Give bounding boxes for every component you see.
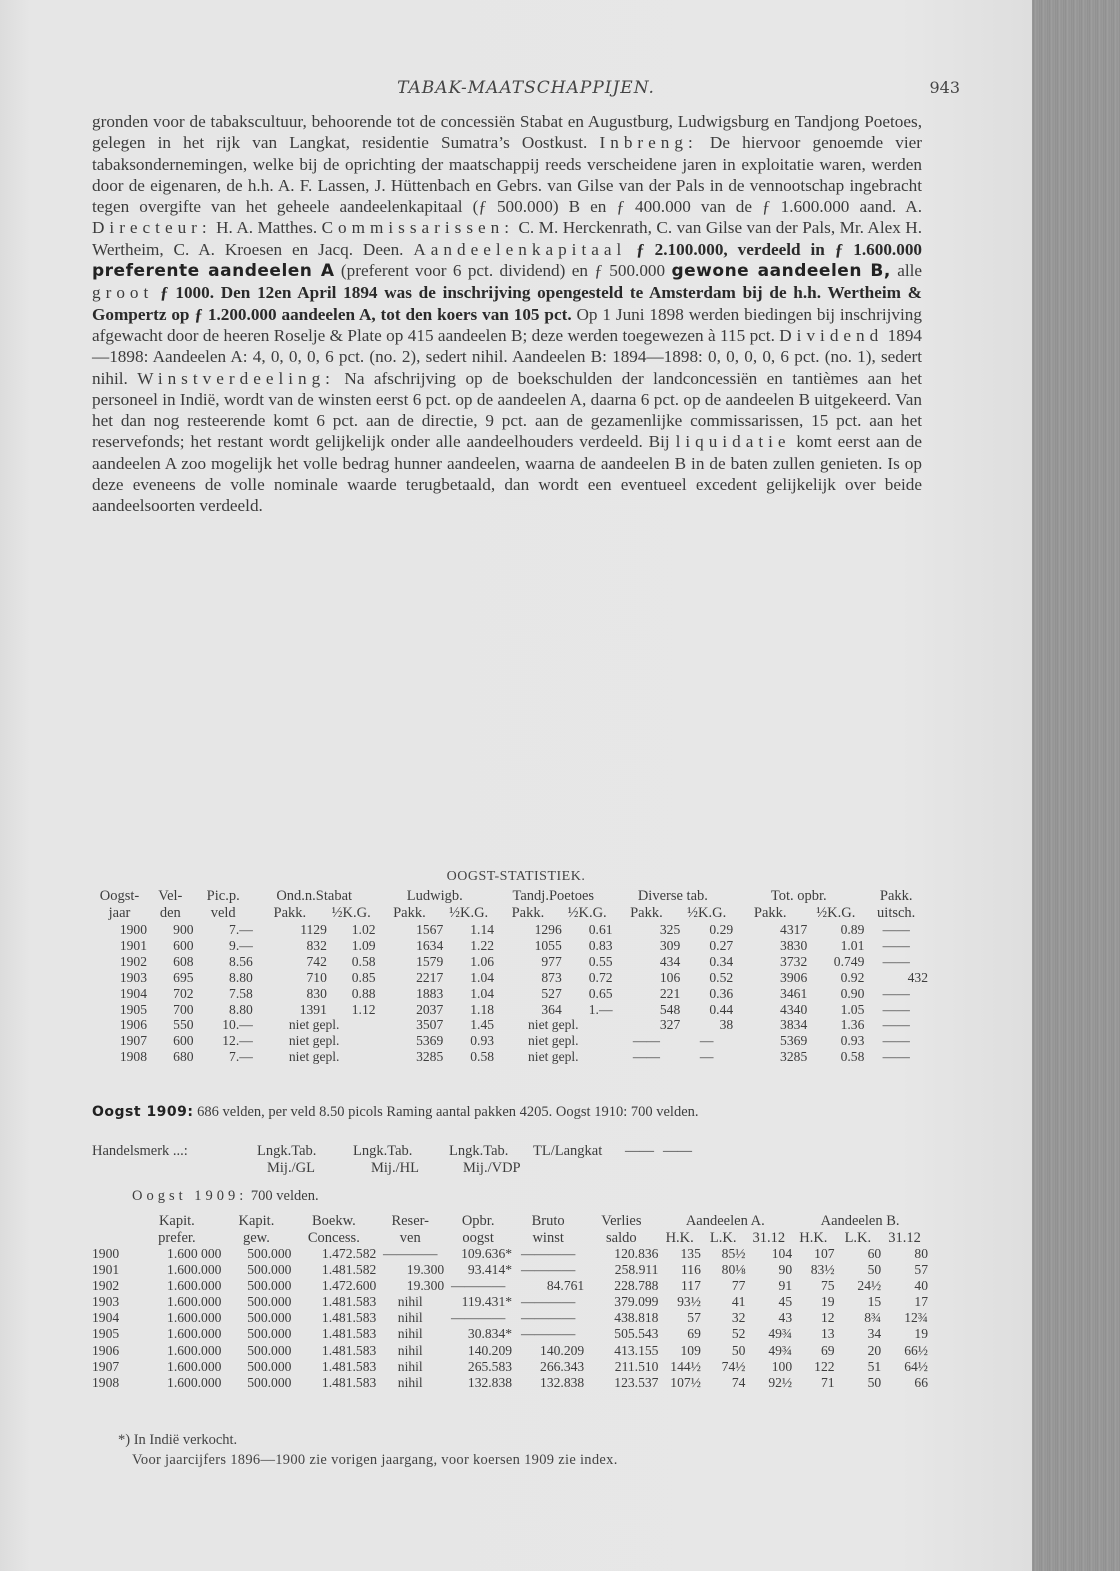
table-row: 1908 1.600.000 500.000 1.481.583 nihil 132.838 132.838 123.537 107½ 74 92½ 71 50 66: [92, 1374, 928, 1390]
footnote: *) In Indië verkocht.: [118, 1432, 238, 1448]
preferente-aandeelen-label: preferente aandeelen A: [92, 261, 335, 282]
table-row: 1906 1.600.000 500.000 1.481.583 nihil 140.209 140.209 413.155 109 50 49¾ 69 20 66½: [92, 1342, 928, 1358]
financial-table-body: [92, 1246, 928, 1391]
table-row: 1902 608 8.56 742 0.58 1579 1.06 977 0.55 434 0.34 3732 0.749 ——: [119, 953, 910, 969]
commissarissen-label: Commissarissen:: [321, 218, 515, 238]
winstverdeeling-label: Winstverdeeling:: [137, 368, 335, 388]
table-row: 1904 1.600.000 500.000 1.481.583 nihil ———— ———— 438.818 57 32 43 12 8¾ 12¾: [92, 1310, 928, 1326]
table-header-row: Kapit. Kapit. Boekw. Reser- Opbr. Bruto Verlies Aandeelen A. Aandeelen B.: [158, 1213, 900, 1229]
table-row: 1900 900 7.— 1129 1.02 1567 1.14 1296 0.61 325 0.29 4317 0.89 ——: [119, 922, 910, 937]
table-row: 1906 550 10.— niet gepl. 3507 1.45 niet gepl. 327 38 3834 1.36 ——: [119, 1017, 910, 1033]
table-row: 1908 680 7.— niet gepl. 3285 0.58 niet gepl. —— — 3285 0.58 ——: [119, 1049, 910, 1065]
table-header-row: jaar den veld Pakk. ½K.G. Pakk. ½K.G. Pakk. ½K.G. Pakk. ½K.G. Pakk. ½K.G. uitsch.: [108, 905, 916, 921]
running-title: TABAK-MAATSCHAPPIJEN.: [397, 78, 655, 98]
table-row: 1905 1.600.000 500.000 1.481.583 nihil 30.834* ———— 505.543 69 52 49¾ 13 34 19: [92, 1326, 928, 1342]
table-row: 1901 600 9.— 832 1.09 1634 1.22 1055 0.83 309 0.27 3830 1.01 ——: [119, 937, 910, 953]
table-row: 1902 1.600.000 500.000 1.472.600 19.300 ———— 84.761 228.788 117 77 91 75 24½ 40: [92, 1278, 928, 1294]
handelsmerk: Handelsmerk ...: Lngk.Tab. Lngk.Tab. Lngk.Tab. TL/Langkat —— —— Mij./GL Mij./HL Mij./VDP: [92, 1143, 692, 1176]
book-spine-edge: [1032, 0, 1120, 1571]
table-row: 1907 1.600.000 500.000 1.481.583 nihil 265.583 266.343 211.510 144½ 74½ 100 122 51 64½: [92, 1358, 928, 1374]
table-row: 1905 700 8.80 1391 1.12 2037 1.18 364 1.— 548 0.44 4340 1.05 ——: [119, 1001, 910, 1017]
table-row: 1904 702 7.58 830 0.88 1883 1.04 527 0.65 221 0.36 3461 0.90 ——: [119, 985, 910, 1001]
table-row: 1903 1.600.000 500.000 1.481.583 nihil 119.431* ———— 379.099 93½ 41 45 19 15 17: [92, 1294, 928, 1310]
final-note: Voor jaarcijfers 1896—1900 zie vorigen jaargang, voor koersen 1909 zie index.: [132, 1452, 618, 1468]
paragraph: gronden voor de tabakscultuur, behoorende tot de concessiën Stabat en Augustburg, Ludwigsburg en Tandjong Poetoes, gelegen in het rijk van Langkat, residentie Sumatra’s Oostkust. Inbreng: De hiervoor genoemde vier tabaksondernemingen, welke bij de oprichting der maatschappij reeds verscheidene jaren in exploitatie waren, werden door de eigenaren, de h.h. A. F. Lassen, J. Hüttenbach en Gebrs. van Gilse van der Pals in de vennootschap ingebracht tegen overgifte van het geheele aandeelenkapitaal (ƒ 500.000) B en ƒ 400.000 van de ƒ 1.600.000 aand. A. Directeur: H. A. Matthes. Commissarissen: C. M. Herckenrath, C. van Gilse van der Pals, Mr. Alex H. Wertheim, C. A. Kroesen en Jacq. Deen. Aandeelenkapitaal ƒ 2.100.000, verdeeld in ƒ 1.600.000 preferente aandeelen A (preferent voor 6 pct. dividend) en ƒ 500.000 gewone aandeelen B, alle groot ƒ 1000. Den 12en April 1894 was de inschrijving opengesteld te Amsterdam bij de h.h. Wertheim & Gompertz op ƒ 1.200.000 aandeelen A, tot den koers van 105 pct. Op 1 Juni 1898 werden biedingen bij inschrijving afgewacht door de heeren Roselje & Plate op 415 aandeelen B; deze werden toegewezen à 115 pct. Dividend 1894—1898: Aandeelen A: 4, 0, 0, 0, 6 pct. (no. 2), sedert nihil. Aandeelen B: 1894—1898: 0, 0, 0, 0, 6 pct. (no. 1), sedert nihil. Winstverdeeling: Na afschrijving op de boekschulden der landconcessiën en tantièmes aan het personeel in Indië, wordt van de winsten eerst 6 pct. op de aandeelen A, daarna 6 pct. op de aandeelen B uitgekeerd. Van het dan nog resteerende komt 6 pct. aan de directie, 9 pct. aan de gezamenlijke commissarissen, 15 pct. aan het reservefonds; het restant wordt gelijkelijk onder alle aandeelhouders verdeeld. Bij liquidatie komt eerst aan de aandeelen A zoo mogelijk het volle bedrag hunner aandeelen, waarna de aandeelen B in de baten zullen genieten. Is op deze eveneens de volle nominale waarde terugbetaald, dan wordt een eventueel excedent gelijkelijk over beide aandeelsoorten verdeeld.: [92, 112, 923, 516]
handelsmerk-label: Handelsmerk ...:: [92, 1143, 188, 1159]
directeur-label: Directeur:: [92, 218, 212, 238]
table-header-row: prefer. gew. Concess. ven oogst winst saldo H.K. L.K. 31.12 H.K. L.K. 31.12: [158, 1229, 921, 1246]
running-head: [92, 78, 960, 102]
oogst-1909-label: Oogst 1909:: [92, 1104, 194, 1120]
table-row: 1907 600 12.— niet gepl. 5369 0.93 niet gepl. —— — 5369 0.93 ——: [119, 1033, 910, 1049]
company-description: [92, 111, 922, 517]
table-row: 1900 1.600 000 500.000 1.472.582 ———— 109.636* ———— 120.836 135 85½ 104 107 60 80: [92, 1246, 928, 1261]
oogst-statistiek-table: [92, 888, 928, 1065]
oogst-1909-velden: Oogst 1909: 700 velden.: [132, 1188, 319, 1204]
oogst-1909-note: Oogst 1909: 686 velden, per veld 8.50 picols Raming aantal pakken 4205. Oogst 1910: 700 velden.: [92, 1104, 699, 1120]
liquidatie-label: liquidatie: [675, 432, 791, 452]
table-row: 1901 1.600.000 500.000 1.481.582 19.300 93.414* ———— 258.911 116 80⅛ 90 83½ 50 57: [92, 1262, 928, 1278]
page-number: 943: [929, 78, 960, 97]
groot-label: groot: [92, 283, 154, 303]
oogst-statistiek-title: OOGST-STATISTIEK.: [446, 869, 586, 884]
gewone-aandeelen-label: gewone aandeelen B,: [671, 261, 891, 282]
table-header-row: Oogst- Vel- Pic.p. Ond.n.Stabat Ludwigb. Tandj.Poetoes Diverse tab. Tot. opbr. Pakk.: [99, 888, 913, 904]
dividend-label: Dividend: [779, 325, 884, 345]
financial-table: [92, 1213, 928, 1391]
table-row: 1903 695 8.80 710 0.85 2217 1.04 873 0.72 106 0.52 3906 0.92 432: [119, 969, 928, 985]
inbreng-label: Inbreng:: [599, 133, 698, 153]
kapitaal-label: Aandeelenkapitaal: [413, 239, 627, 259]
oogst-table-body: [92, 922, 928, 1065]
